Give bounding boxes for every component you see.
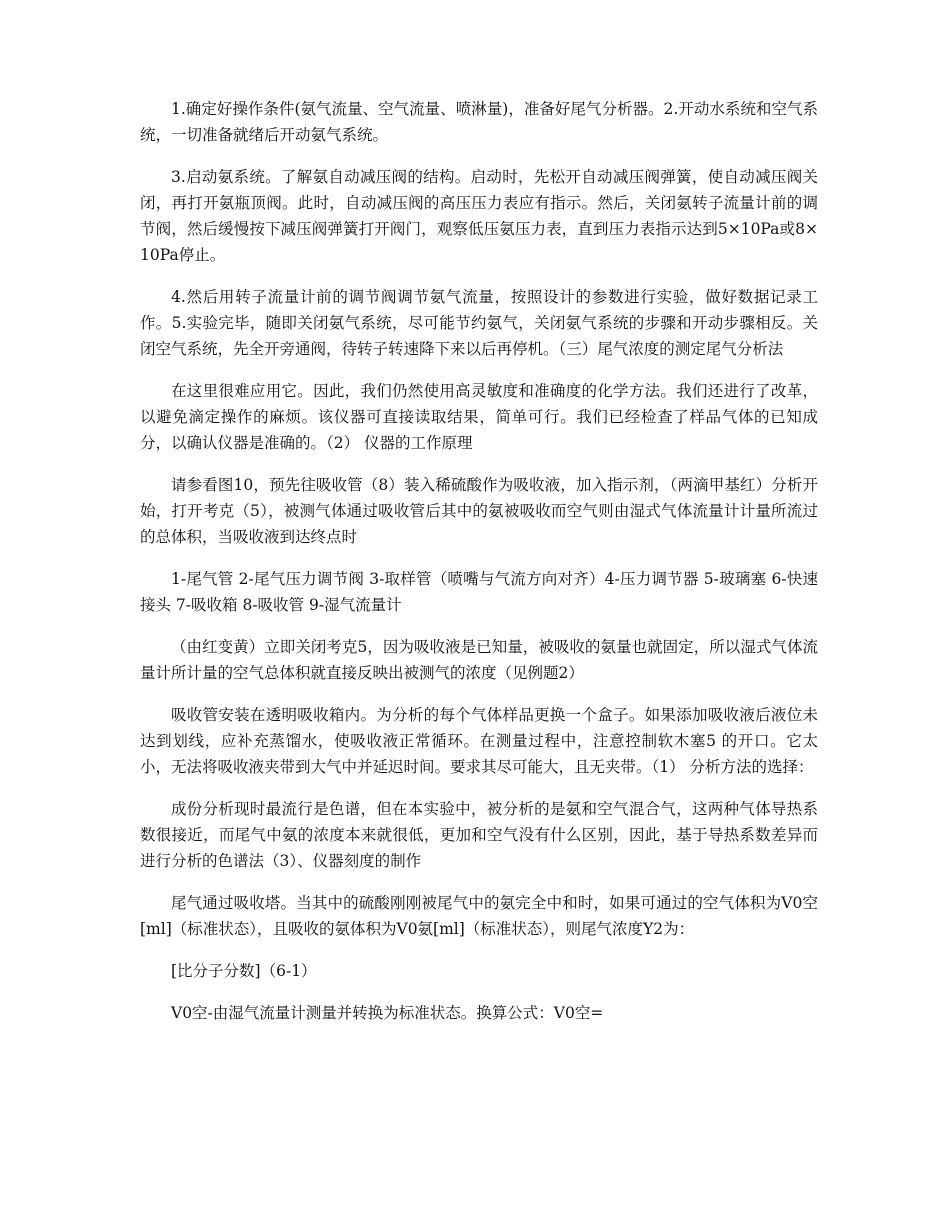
paragraph-tail-gas-concentration: 尾气通过吸收塔。当其中的硫酸刚刚被尾气中的氨完全中和时，如果可通过的空气体积为V0空[ml]（标准状态），且吸收的氨体积为V0氨[ml]（标准状态），则尾气浓度Y2为：	[140, 894, 818, 938]
paragraph-equation-label: [比分子分数]（6-1）	[171, 962, 317, 980]
paragraph-figure-legend: 1-尾气管 2-尾气压力调节阀 3-取样管（喷嘴与气流方向对齐）4-压力调节器 5-玻璃塞 6-快速接头 7-吸收箱 8-吸收管 9-湿气流量计	[140, 570, 818, 614]
paragraph-method-selection: 成份分析现时最流行是色谱，但在本实验中，被分析的是氨和空气混合气，这两种气体导热系数很接近，而尾气中氨的浓度本来就很低，更加和空气没有什么区别，因此，基于导热系数差异而进行分析的色谱法（3）、仪器刻度的制作	[140, 800, 818, 870]
paragraph-chemical-method: 在这里很难应用它。因此，我们仍然使用高灵敏度和准确度的化学方法。我们还进行了改革，以避免滴定操作的麻烦。该仪器可直接读取结果，简单可行。我们已经检查了样品气体的已知成分，以确认仪器是准确的。（2） 仪器的工作原理	[140, 382, 818, 452]
paragraph-working-principle: 请参看图10，预先往吸收管（8）装入稀硫酸作为吸收液，加入指示剂，（两滴甲基红）分析开始，打开考克（5），被测气体通过吸收管后其中的氨被吸收而空气则由湿式气体流量计计量所流过的总体积，当吸收液到达终点时	[140, 476, 818, 546]
paragraph-flow-adjustment: 4.然后用转子流量计前的调节阀调节氨气流量，按照设计的参数进行实验，做好数据记录工作。5.实验完毕，随即关闭氨气系统，尽可能节约氨气，关闭氨气系统的步骤和开动步骤相反。关闭空气系统，先全开旁通阀，待转子转速降下来以后再停机。（三）尾气浓度的测定尾气分析法	[140, 288, 818, 358]
paragraph-absorption-box: 吸收管安装在透明吸收箱内。为分析的每个气体样品更换一个盒子。如果添加吸收液后液位未达到划线，应补充蒸馏水，使吸收液正常循环。在测量过程中，注意控制软木塞5 的开口。它太小，无法将吸收液夹带到大气中并延迟时间。要求其尽可能大，且无夹带。（1） 分析方法的选择：	[140, 706, 818, 776]
paragraph-operating-conditions: 1.确定好操作条件(氨气流量、空气流量、喷淋量)，准备好尾气分析器。2.开动水系统和空气系统，一切准备就绪后开动氨气系统。	[140, 100, 818, 144]
paragraph-conversion-formula: V0空-由湿气流量计测量并转换为标准状态。换算公式：V0空=	[171, 1004, 604, 1022]
paragraph-endpoint: （由红变黄）立即关闭考克5，因为吸收液是已知量，被吸收的氨量也就固定，所以湿式气体流量计所计量的空气总体积就直接反映出被测气的浓度（见例题2）	[140, 638, 818, 682]
paragraph-start-ammonia-system: 3.启动氨系统。了解氨自动减压阀的结构。启动时，先松开自动减压阀弹簧，使自动减压阀关闭，再打开氨瓶顶阀。此时，自动减压阀的高压压力表应有指示。然后，关闭氨转子流量计前的调节阀，然后缓慢按下减压阀弹簧打开阀门，观察低压氨压力表，直到压力表指示达到5×10Pa或8×10Pa停止。	[140, 168, 818, 264]
